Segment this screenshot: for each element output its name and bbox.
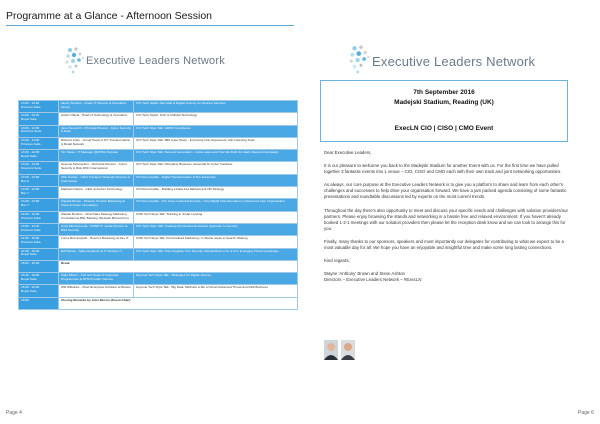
schedule-row [19, 248, 298, 260]
schedule-row [19, 101, 298, 113]
schedule-row [19, 297, 298, 309]
event-venue: Madejski Stadium, Reading (UK) [394, 99, 494, 106]
letter-paragraph: It is our pleasure to welcome you back to the Madejski Stadium for another Event with us. For the first time we have pulled together 3 fantastic events into 1 venue – CIO, CISO and CMO each with their own track and joint networking opportunities. [324, 163, 562, 175]
session-room: Princess Suite [21, 227, 41, 232]
time-cell [19, 248, 59, 260]
schedule-row [19, 137, 298, 149]
session-cell: CIO Tech Style Talk: Creating All Inclusive Enterprise Approach to Security [134, 223, 298, 235]
session-room: Royal Suite [21, 289, 37, 294]
session-time: 14:00 - 14:30 [21, 223, 40, 228]
speaker-cell: Jason Hunston - Group IT Director & Innovation Group [59, 101, 134, 113]
speaker-cell: Will Wilbanks - Chief Enterprise Architect at Boston [59, 285, 134, 297]
schedule-row [19, 285, 298, 297]
letter-paragraph: Finally, many thanks to our sponsors, speakers and most importantly our delegates for contributing to what we expect to be a most valuable day for all. We hope you have an enjoyable and insightful time and make some long lasting connections. [324, 238, 564, 251]
session-cell: Keynote Tech Style Talk - Big Data: Methods to Be of Cloud Advanced Threat and Risk Business [134, 285, 298, 297]
schedule-row [19, 273, 298, 285]
schedule-row [19, 211, 298, 223]
session-time: 13:30 - 14:00 [21, 137, 40, 142]
session-time: 15:30 - 16:00 [21, 285, 40, 290]
session-time: 16:00 [21, 297, 29, 302]
session-room: Royal Suite [21, 154, 37, 159]
logo [348, 44, 548, 78]
logo-text: Executive Leaders Network [86, 55, 225, 67]
director-photo [324, 340, 338, 360]
session-time: 14:30 - 15:00 [21, 236, 40, 241]
session-room: Princess Suite [21, 215, 41, 220]
schedule-row [19, 174, 298, 186]
time-cell [19, 174, 59, 186]
session-cell: CIO Round table - The User-centred Enterprise - How Digital Transformation is Influenced User Organisation [134, 199, 298, 211]
session-time: 15:30 - 16:00 [21, 273, 40, 278]
session-time: 13:00 - 13:30 [21, 101, 40, 105]
session-room: Box 7 [21, 190, 29, 195]
session-time: 13:00 - 13:30 [21, 113, 40, 118]
speaker-cell: Graeme McCracken - Technical Director - Cyber Security & Risk DNC International [59, 162, 134, 174]
session-cell: CIO Tech Style Talk: IBM Case Study - Improving User Experience with Listening Tools [134, 137, 298, 149]
time-cell [19, 101, 59, 113]
page-title: Programme at a Glance - Afternoon Session [6, 10, 213, 22]
session-cell: CMO Tech Style Talk: Thinking in Smart Lending [134, 211, 298, 223]
speaker-cell: Jane Kenworth - Principal Director - Cyber Security & Data [59, 125, 134, 137]
session-room: Box 7 [21, 203, 29, 208]
speaker-cell: Alastair Burkins - Chief Data Strategy Marketing Consultant at BSL Banking (Network Bid and Itm) [59, 211, 134, 223]
time-cell [19, 137, 59, 149]
time-cell [19, 236, 59, 248]
speaker-cell: Lorna Moh Empath - Head of Marketing at Dev IT [59, 236, 134, 248]
time-cell [19, 285, 59, 297]
logo-text: Executive Leaders Network [372, 54, 536, 69]
session-time: 14:30 - 15:00 [21, 248, 40, 253]
session-room: Box 6 [21, 178, 29, 183]
session-room: Royal Suite [21, 277, 37, 282]
schedule-row [19, 236, 298, 248]
speaker-cell: Richard Jubie - Group Head of ICT Transformation & Retail Network [59, 137, 134, 149]
time-cell [19, 297, 59, 309]
session-time: 13:30 - 14:00 [21, 150, 40, 155]
time-cell [19, 223, 59, 235]
event-date: 7th September 2016 [413, 89, 475, 96]
schedule-row [19, 150, 298, 162]
session-cell: CIO Tech Stylist: Ask what is Digital Journey for Finance Services [134, 101, 298, 113]
time-cell [19, 125, 59, 137]
page-number: Page 6 [578, 410, 594, 416]
session-note: Break [61, 260, 70, 265]
letter-signature-role: Directors – Executive Leaders Network – #ExecLN [324, 277, 422, 283]
title-divider [6, 25, 294, 26]
schedule-row [19, 113, 298, 125]
letter-closing: Kind regards, [324, 258, 350, 264]
session-time: 13:30 - 14:00 [21, 174, 40, 179]
director-photo [341, 340, 355, 360]
session-cell: Keynote Tech Style Talk - Strategies for Digital Journey [134, 273, 298, 285]
session-cell: CIO Tech Stylist: Tech & Artificial Technology [134, 113, 298, 125]
time-cell [19, 260, 59, 272]
session-cell: CIO Tech Style Talk: How Integrate Your Security Standardized to AI & AI in Emerging Threat Landscape [134, 248, 298, 260]
time-cell [19, 113, 59, 125]
time-cell [19, 211, 59, 223]
speaker-cell: Austin ONeal - Head of Technology & Innovation [59, 113, 134, 125]
session-room: Royal Suite [21, 252, 37, 257]
session-cell: CIO Tech Style Talk: Demand Generation - Inside sales and How We Built Our Early Demand Campaign [134, 150, 298, 162]
full-width-cell [59, 260, 298, 272]
speaker-cell: Claudia Brown - Director, Product Marketing at Cisco & Green Innovations [59, 199, 134, 211]
speaker-cell: Ollie Hartley - Chief Transport Strategic Director at Cala Group [59, 174, 134, 186]
time-cell [19, 273, 59, 285]
speaker-cell: Ed Heinley - Sales Engineer at IT Analyse IT [59, 248, 134, 260]
session-cell: CIO Round table - Digital Transformation & The Enterprise [134, 174, 298, 186]
session-room: Princess Suite [21, 104, 41, 109]
session-cell: CIO Tech Style Talk: Disruptive Business: Essential To Cyber Institutes [134, 162, 298, 174]
session-room: Princess Suite [21, 240, 41, 245]
session-room: Directors Suite [21, 166, 42, 171]
session-note: Closing Remarks by John Morton (Event Chair) [61, 297, 131, 302]
time-cell [19, 150, 59, 162]
speaker-cell: Sally Wilson - CIO and Head of Corporate Programmes at NHS Provider Service [59, 273, 134, 285]
schedule-row [19, 162, 298, 174]
session-time: 14:00 - 14:30 [21, 211, 40, 216]
event-name: ExecLN CIO | CISO | CMO Event [394, 125, 494, 132]
session-cell: CIO Round table - Building a Data-Led Marketing & HR Strategy [134, 187, 298, 199]
event-info-box [320, 80, 568, 142]
schedule-table [18, 100, 298, 310]
session-time: 15:00 - 15:30 [21, 260, 40, 265]
time-cell [19, 199, 59, 211]
session-time: 13:30 - 14:00 [21, 199, 40, 204]
logo [64, 46, 234, 78]
session-room: Royal Suite [21, 117, 37, 122]
session-room: Directors Suite [21, 129, 42, 134]
time-cell [19, 162, 59, 174]
speaker-cell: Tim Sloan - IT Manager @NHSL Purpose [59, 150, 134, 162]
session-time: 13:00 - 13:30 [21, 125, 40, 130]
schedule-row [19, 125, 298, 137]
schedule-row [19, 199, 298, 211]
welcome-letter [324, 150, 574, 283]
letter-signature: Wayne 'Anthony' Brown and Steve Ashton [324, 271, 405, 277]
session-room: Princess Suite [21, 141, 41, 146]
page-number: Page 4 [6, 410, 22, 416]
session-time: 13:30 - 14:00 [21, 187, 40, 192]
schedule-row [19, 187, 298, 199]
letter-paragraph: As always, our core purpose at the Executive Leaders Network is to give you a platform to share and learn from each other's challenges and successes to help drive your organisation forward. We have a jam packed agenda consisting of some fantastic presentations and roundtable discussions led by experts on the most current trends. [324, 182, 567, 200]
session-cell: CMO Tech Style Talk: Personalised Marketing / in Sterile areas to Search Sharing [134, 236, 298, 248]
speaker-cell: Matthew Pakins - CEO at Ambex Technology [59, 187, 134, 199]
session-cell: CIO Tech Style Talk: GDPR Compliance [134, 125, 298, 137]
schedule-row [19, 223, 298, 235]
letter-salutation: Dear Executive Leaders, [324, 150, 372, 155]
full-width-cell [59, 297, 298, 309]
time-cell [19, 187, 59, 199]
letter-paragraph: Throughout the day there's also opportunity to meet and discuss your specific needs and challenges with solution providers/our partners. Please enjoy browsing the stands and networking in a hassle free and relaxed environment. If you haven't already booked 1-2-1 meetings with our solution providers then please let the reception desk know and we can look to arrange this for you. [324, 207, 568, 231]
speaker-cell: Andy Mitchell-ueda - CMSD Pr media Director at BSA Security [59, 223, 134, 235]
schedule-row [19, 260, 298, 272]
session-time: 13:30 - 14:00 [21, 162, 40, 167]
